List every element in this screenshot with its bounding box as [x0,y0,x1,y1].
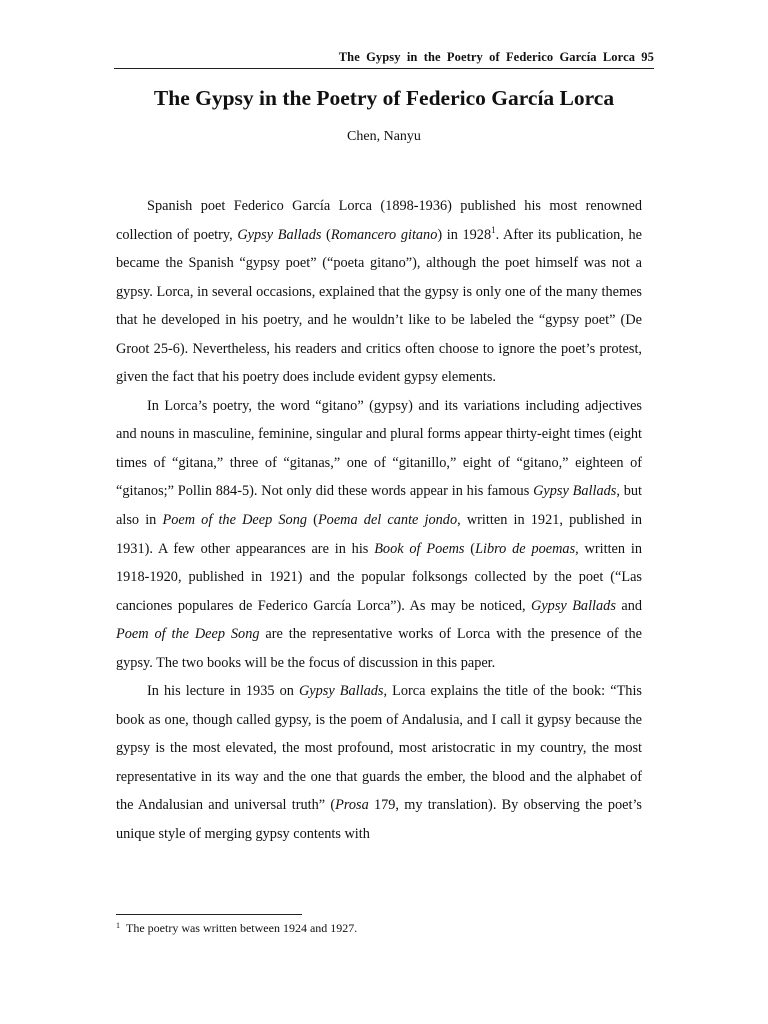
italic-title: Gypsy Ballads [533,483,617,500]
italic-title: Gypsy Ballads [237,226,322,243]
italic-title: Prosa [335,797,369,814]
author-name: Chen, Nanyu [347,129,421,144]
text-run: In Lorca’s poetry, the word “gitano” (gypsy) and its variations including adjectives and nouns in masculine, feminine, singular and plural forms appear thirty-eight times (eight times of “gitana,” three of “gitanas,” one of “gitanillo,” eight of “gitano,” eighteen of “gitanos;” Pollin 884-5). Not only did these words appear in his famous [116,397,642,500]
footnote-rule [116,914,302,915]
text-run: , written in 1921, published in 1931). A few other appearances are in his [116,512,642,557]
footnote-marker: 1 [116,921,120,930]
italic-title: Poem of the Deep Song [162,512,308,529]
paper-title: The Gypsy in the Poetry of Federico García Lorca [153,86,615,110]
paragraph [116,392,642,677]
footnote-reference: 1 [491,224,496,235]
text-run: and [615,597,642,614]
text-run: ( [464,540,476,557]
italic-title: Poem of the Deep Song [116,626,260,643]
text-run: , but also in [116,483,642,529]
italic-title: Gypsy Ballads [298,683,384,700]
header-rule [114,68,654,69]
italic-title: Book of Poems [374,540,465,557]
footnote-text: The poetry was written between 1924 and 1927. [126,921,358,935]
italic-title: Poema del cante jondo [317,512,458,529]
italic-title: Gypsy Ballads [531,597,616,614]
text-run: In his lecture in 1935 on [147,683,299,700]
text-run: . After its publication, he became the Spanish “gypsy poet” (“poeta gitano”), although the poet himself was not a gypsy. Lorca, in several occasions, explained that the gypsy is only one of the many themes that he developed in his poetry, and he wouldn’t like to be labeled the “gypsy poet” (De Groot 25-6). Nevertheless, his readers and critics often choose to ignore the poet’s protest, given the fact that his poetry does include evident gypsy elements. [116,226,642,386]
text-run: are the representative works of Lorca with the presence of the gypsy. The two books will be the focus of discussion in this paper. [116,626,642,671]
text-run: ( [321,226,331,243]
footnote [116,921,642,936]
text-run: Spanish poet Federico García Lorca (1898-1936) published his most renowned collection of poetry, [116,198,642,243]
italic-title: Romancero gitano [330,226,438,243]
running-header: The Gypsy in the Poetry of Federico García Lorca 95 [338,50,654,64]
body-text [116,192,642,849]
paragraph [116,192,642,392]
text-run: ( [307,512,318,529]
italic-title: Libro de poemas [475,540,576,557]
text-run: , written in 1918-1920, published in 1921) and the popular folksongs collected by the poet (“Las canciones populares de Federico García Lorca”). As may be noticed, [116,540,642,614]
paragraph [116,677,642,848]
text-run: , Lorca explains the title of the book: “This book as one, though called gypsy, is the poem of Andalusia, and I call it gypsy because the gypsy is the most elevated, the most profound, most aristocratic in my country, the most representative in its way and the one that guards the ember, the blood and the alphabet of the Andalusian and universal truth” ( [116,683,642,814]
text-run: 179, my translation). By observing the poet’s unique style of merging gypsy contents with [116,797,642,843]
text-run: ) in 1928 [437,226,492,243]
